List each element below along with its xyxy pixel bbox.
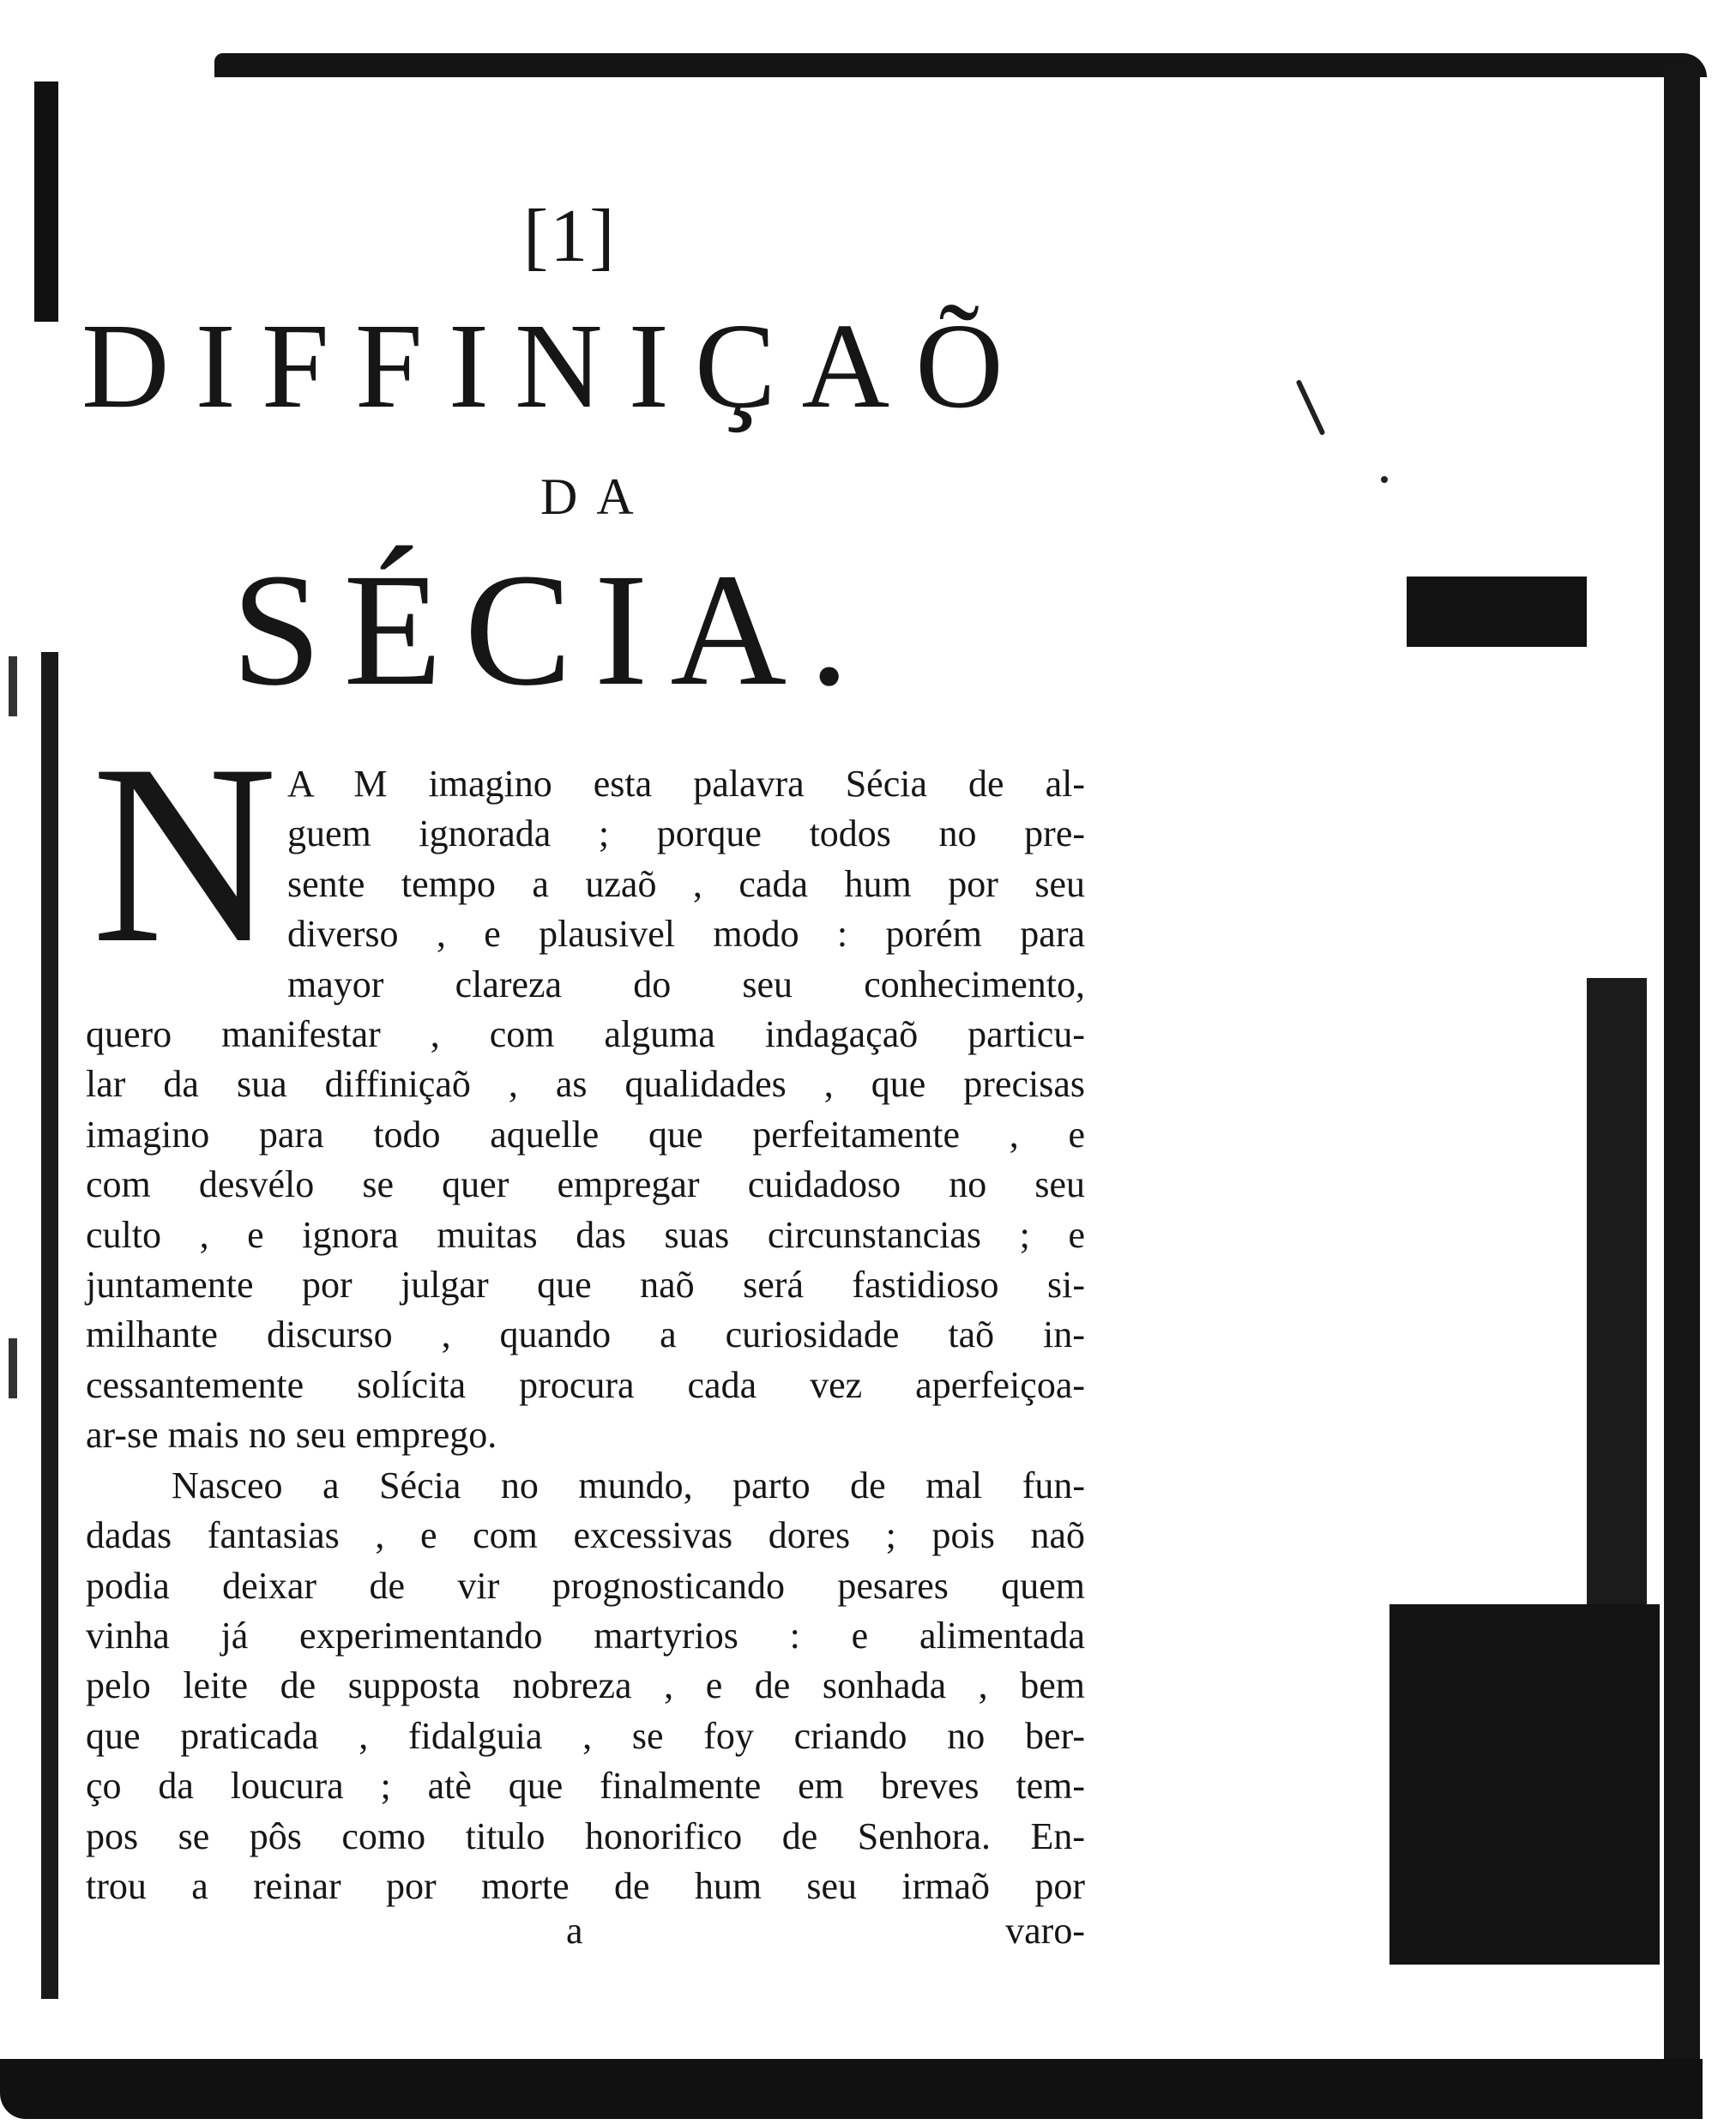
text-line: ar-se mais no seu emprego.: [86, 1414, 497, 1457]
page-number: [1]: [523, 195, 617, 278]
scan-border-right: [1664, 60, 1700, 2068]
text-line: juntamente por julgar que naõ será fastidioso si-: [86, 1264, 1085, 1307]
scan-border-left-top: [34, 81, 58, 322]
title-line-3: SÉCIA.: [232, 540, 872, 719]
text-line: A M imagino esta palavra Sécia de al-: [287, 763, 1085, 805]
body-text: [86, 759, 1085, 1911]
title-line-1: DIFFINIÇAÕ: [81, 298, 1029, 433]
scan-blot: [1587, 978, 1647, 1681]
scan-blot: [1407, 577, 1587, 647]
scan-mark: [9, 656, 17, 716]
text-line: pelo leite de supposta nobreza , e de sonhada , bem: [86, 1664, 1085, 1707]
title-line-2: DA: [540, 468, 653, 525]
text-line: lar da sua diffiniçaõ , as qualidades , que precisas: [86, 1063, 1085, 1106]
text-line: quero manifestar , com alguma indagaçaõ particu-: [86, 1013, 1085, 1056]
scan-border-bottom: [0, 2059, 1703, 2119]
text-line: ço da loucura ; atè que finalmente em breves tem-: [86, 1765, 1085, 1808]
text-line: com desvélo se quer empregar cuidadoso no seu: [86, 1163, 1085, 1206]
text-line: culto , e ignora muitas das suas circunstancias ; e: [86, 1213, 1085, 1256]
drop-cap: N: [91, 711, 278, 996]
scan-blot: [1389, 1604, 1660, 1965]
text-line: vinha já experimentando martyrios : e alimentada: [86, 1614, 1085, 1657]
text-line: guem ignorada ; porque todos no pre-: [287, 812, 1085, 855]
text-line: pos se pôs como titulo honorifico de Senhora. En-: [86, 1814, 1085, 1857]
catchword: varo-: [1005, 1910, 1085, 1952]
text-line: que praticada , fidalguia , se foy criando no ber-: [86, 1714, 1085, 1757]
text-line: diverso , e plausivel modo : porém para: [287, 913, 1085, 956]
text-line: Nasceo a Sécia no mundo, parto de mal fun-: [172, 1464, 1085, 1506]
scan-border-left: [41, 652, 58, 1999]
scan-speck: [1295, 379, 1325, 436]
text-line: sente tempo a uzaõ , cada hum por seu: [287, 862, 1085, 905]
text-line: dadas fantasias , e com excessivas dores ; pois naõ: [86, 1514, 1085, 1557]
signature-mark: a: [566, 1910, 583, 1952]
text-line: cessantemente solícita procura cada vez aperfeiçoa-: [86, 1363, 1085, 1406]
text-line: trou a reinar por morte de hum seu irmaõ por: [86, 1864, 1085, 1907]
text-line: imagino para todo aquelle que perfeitamente , e: [86, 1113, 1085, 1156]
scan-mark: [9, 1338, 17, 1398]
text-line: podia deixar de vir prognosticando pesares quem: [86, 1564, 1085, 1607]
text-line: mayor clareza do seu conhecimento,: [287, 963, 1085, 1005]
scan-speck: [1381, 476, 1388, 483]
scan-border-top: [214, 53, 1707, 77]
text-line: milhante discurso , quando a curiosidade taõ in-: [86, 1313, 1085, 1356]
